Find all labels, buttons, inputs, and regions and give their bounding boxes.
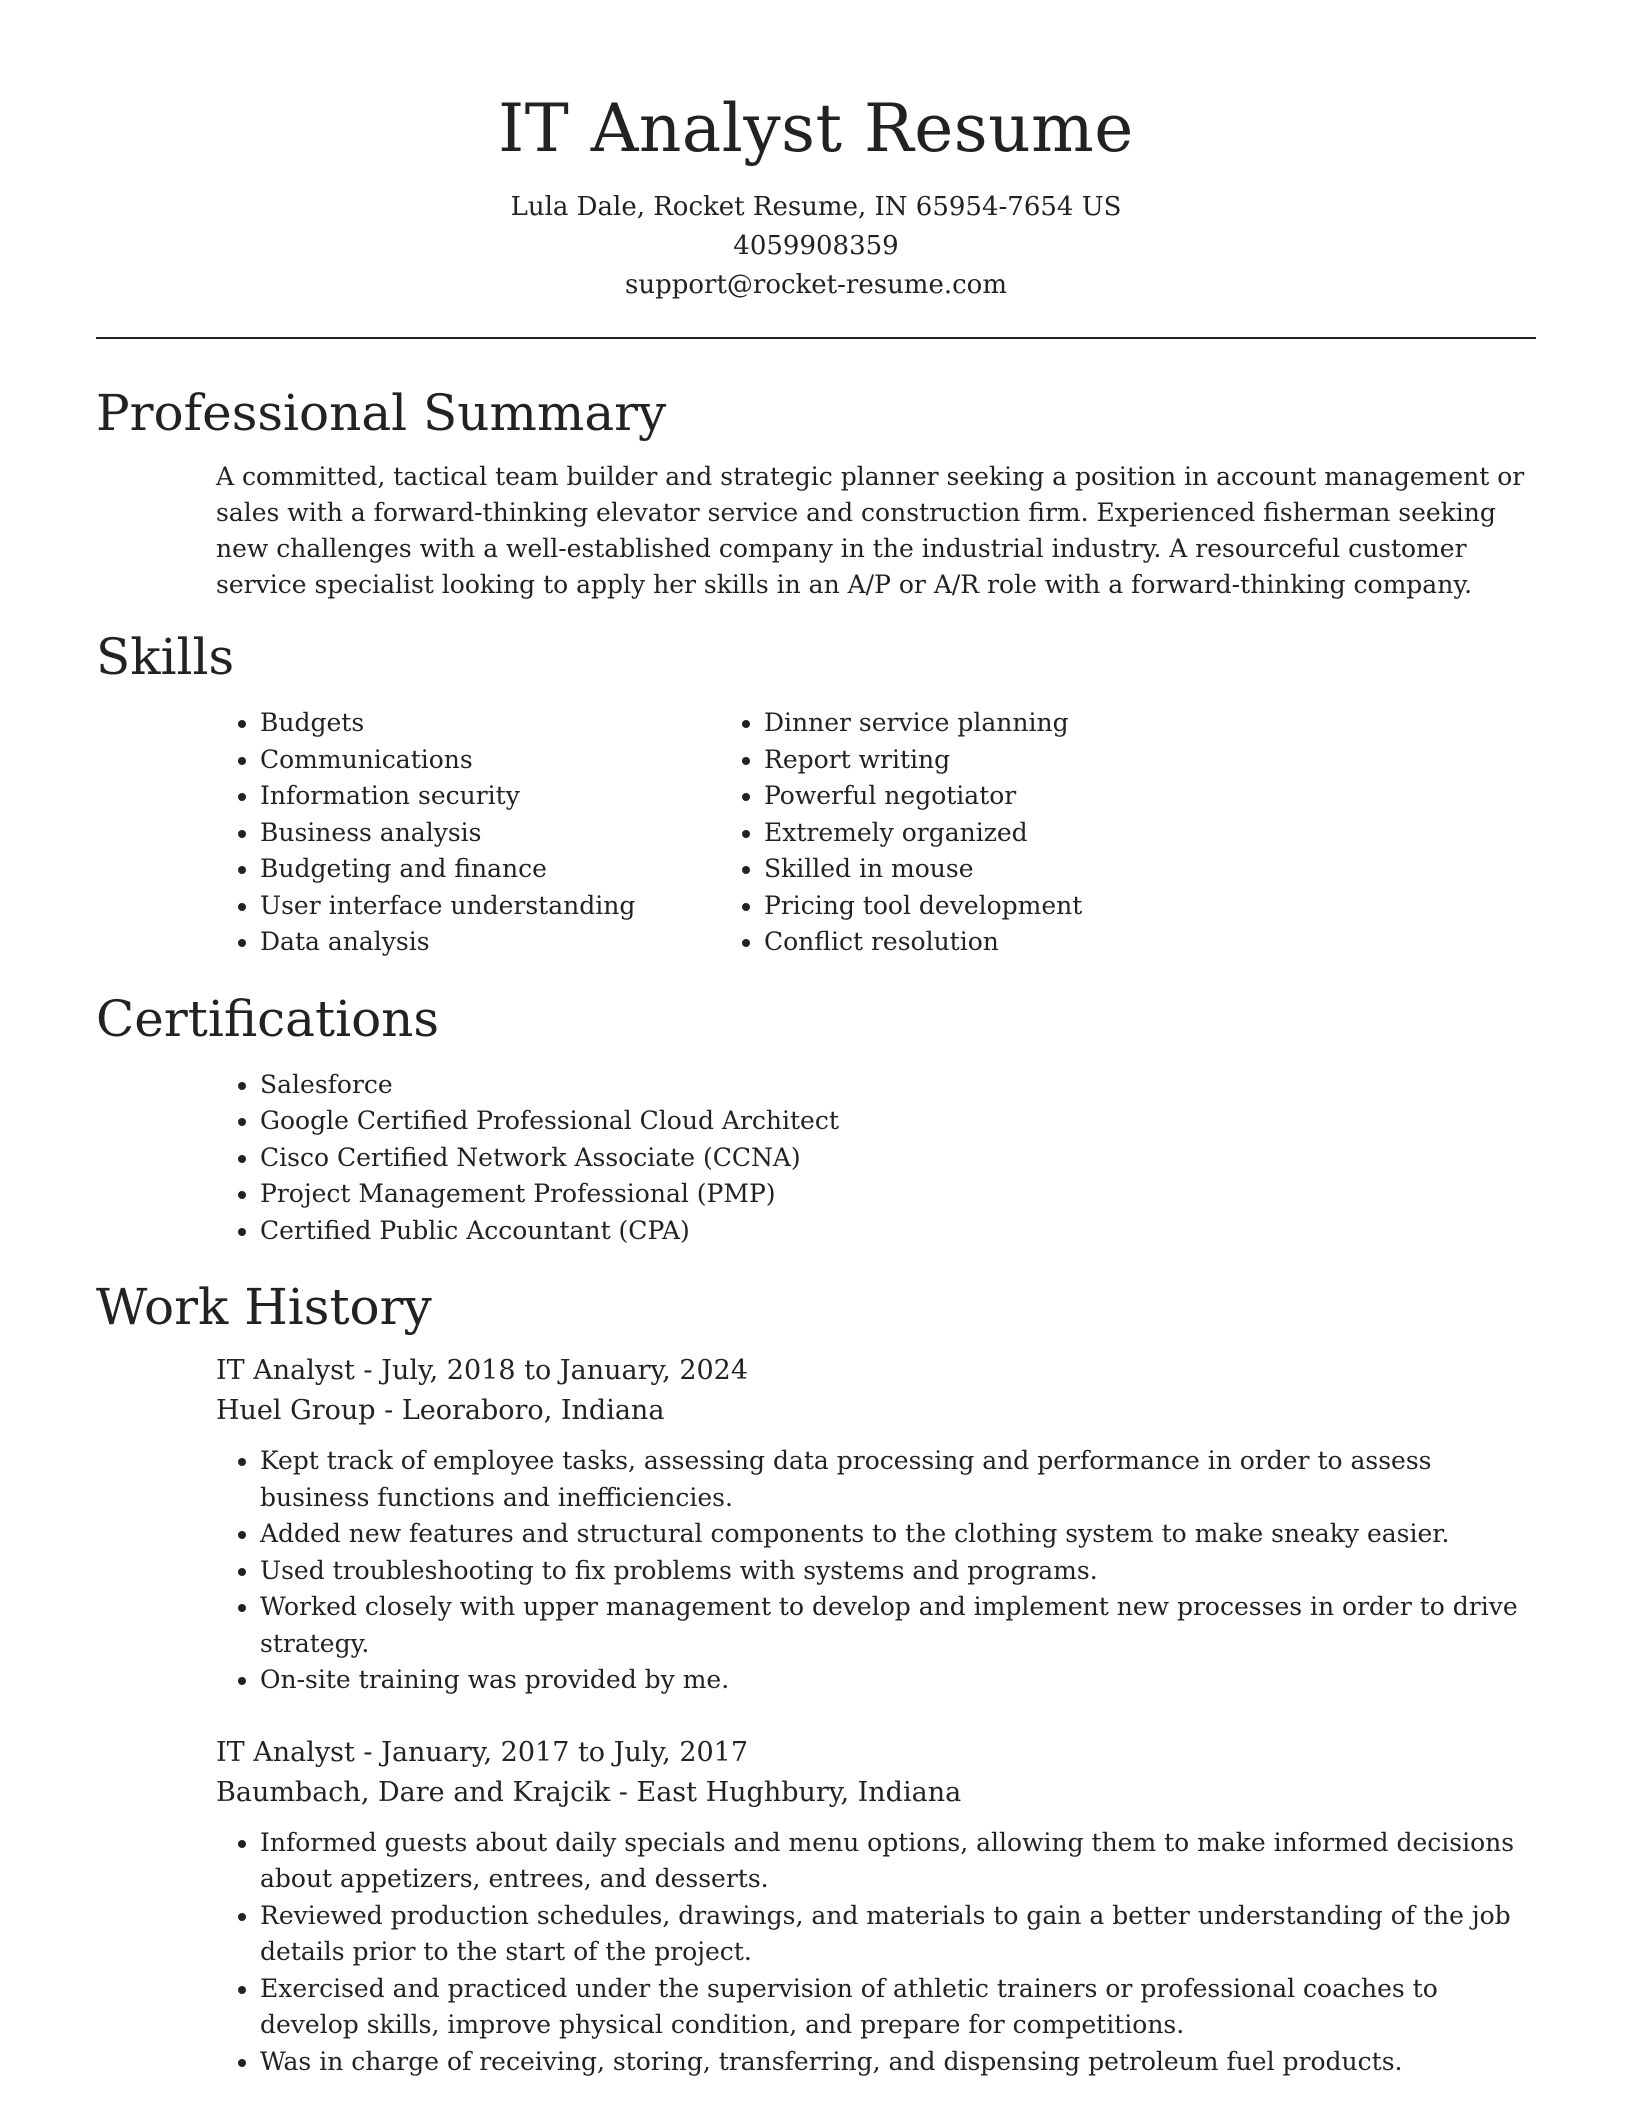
skills-list-right: [746, 705, 1396, 961]
contact-block: [96, 188, 1536, 305]
certification-item: • Google Certified Professional Cloud Architect: [260, 1103, 1536, 1140]
skill-item: • Data analysis: [260, 924, 746, 961]
job-title-line: IT Analyst - January, 2017 to July, 2017: [216, 1736, 749, 1768]
job-entry: [216, 1351, 1536, 1699]
contact-address: Lula Dale, Rocket Resume, IN 65954-7654 US: [510, 192, 1122, 222]
skill-item: • Communications: [260, 742, 746, 779]
job-bullet-list: [216, 1825, 1530, 2081]
skill-item: • Pricing tool development: [764, 888, 1396, 925]
skill-item: • Dinner service planning: [764, 705, 1396, 742]
skill-item: • Information security: [260, 778, 746, 815]
skill-item: • Conflict resolution: [764, 924, 1396, 961]
skill-item: • User interface understanding: [260, 888, 746, 925]
job-bullet: • Added new features and structural components to the clothing system to make sneaky easier.: [260, 1516, 1530, 1553]
job-company-line: Huel Group - Leoraboro, Indiana: [216, 1395, 665, 1426]
job-entry: [216, 1733, 1536, 2081]
summary-heading: Professional Summary: [96, 384, 667, 442]
skill-item: • Skilled in mouse: [764, 851, 1396, 888]
summary-text: A committed, tactical team builder and strategic planner seeking a position in account management or sales with a forward-thinking elevator service and construction firm. Experienced fisherman seeking new challenges with a well-established company in the industrial industry. A resourceful customer service specialist looking to apply her skills in an A/P or A/R role with a forward-thinking company.: [216, 462, 1525, 599]
contact-email: support@rocket-resume.com: [624, 270, 1007, 300]
certification-item: • Project Management Professional (PMP): [260, 1176, 1536, 1213]
resume-title: IT Analyst Resume: [498, 90, 1134, 167]
certification-item: • Salesforce: [260, 1067, 1536, 1104]
job-bullet: • Reviewed production schedules, drawings, and materials to gain a better understanding of the job details prior to the start of the project.: [260, 1898, 1530, 1971]
skill-item: • Budgets: [260, 705, 746, 742]
contact-phone: 4059908359: [733, 231, 899, 261]
header-divider: [96, 337, 1536, 339]
skill-item: • Extremely organized: [764, 815, 1396, 852]
job-company-line: Baumbach, Dare and Krajcik - East Hughbury, Indiana: [216, 1776, 962, 1808]
job-bullet: • Informed guests about daily specials and menu options, allowing them to make informed decisions about appetizers, entrees, and desserts.: [260, 1825, 1530, 1898]
job-bullet: • On-site training was provided by me.: [260, 1662, 1530, 1699]
skill-item: • Report writing: [764, 742, 1396, 779]
job-bullet: • Kept track of employee tasks, assessing data processing and performance in order to assess business functions and inefficiencies.: [260, 1443, 1530, 1516]
job-bullet: • Used troubleshooting to fix problems with systems and programs.: [260, 1553, 1530, 1590]
skill-item: • Budgeting and finance: [260, 851, 746, 888]
certification-item: • Certified Public Accountant (CPA): [260, 1213, 1536, 1250]
work-history-heading: Work History: [96, 1278, 432, 1336]
job-bullet: • Worked closely with upper management to develop and implement new processes in order to drive strategy.: [260, 1589, 1530, 1662]
job-bullet: • Exercised and practiced under the supervision of athletic trainers or professional coaches to develop skills, improve physical condition, and prepare for competitions.: [260, 1971, 1530, 2044]
job-title-line: IT Analyst - July, 2018 to January, 2024: [216, 1355, 749, 1386]
skills-list-left: [96, 705, 746, 961]
job-bullet-list: [216, 1443, 1530, 1699]
job-bullet: • Was in charge of receiving, storing, transferring, and dispensing petroleum fuel products.: [260, 2044, 1530, 2081]
certifications-list: [96, 1067, 1536, 1250]
skills-heading: Skills: [96, 628, 235, 686]
skills-columns: [96, 705, 1536, 961]
certification-item: • Cisco Certified Network Associate (CCNA): [260, 1140, 1536, 1177]
skill-item: • Business analysis: [260, 815, 746, 852]
resume-page: [96, 0, 1536, 2080]
certifications-heading: Certifications: [96, 989, 440, 1048]
skill-item: • Powerful negotiator: [764, 778, 1396, 815]
